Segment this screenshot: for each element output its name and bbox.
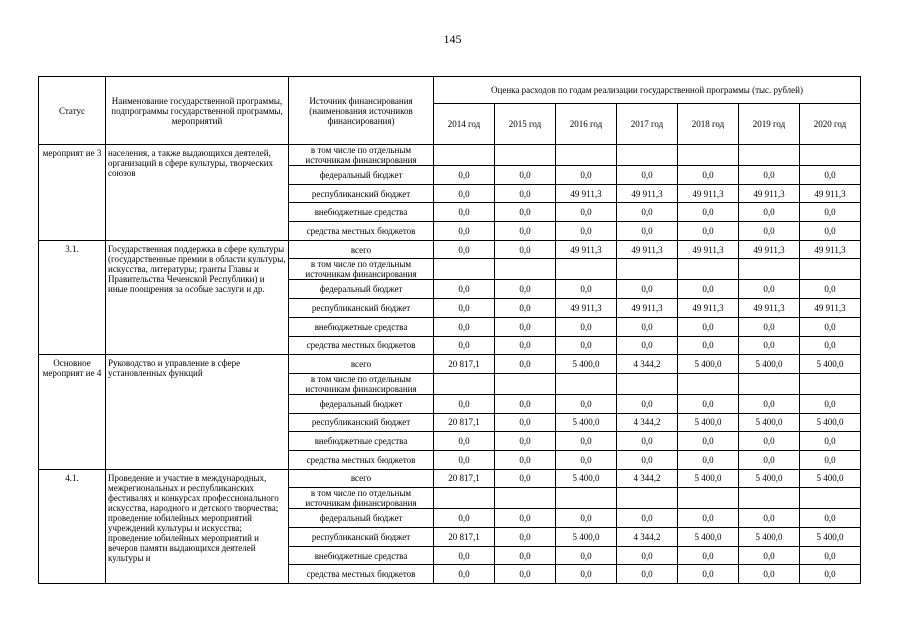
amount-cell: 5 400,0 <box>800 355 861 374</box>
amount-cell: 0,0 <box>739 166 800 185</box>
amount-cell: 0,0 <box>800 280 861 299</box>
amount-cell: 0,0 <box>434 450 495 469</box>
amount-cell: 5 400,0 <box>800 469 861 488</box>
amount-cell: 0,0 <box>739 222 800 241</box>
amount-cell: 0,0 <box>495 299 556 318</box>
amount-cell: 0,0 <box>495 413 556 432</box>
amount-cell: 0,0 <box>495 336 556 355</box>
amount-cell: 0,0 <box>739 394 800 413</box>
amount-cell <box>739 373 800 394</box>
funding-source: в том числе по отдельным источникам финансирования <box>289 145 434 166</box>
page-number: 145 <box>443 32 462 46</box>
amount-cell: 0,0 <box>800 317 861 336</box>
amount-cell <box>800 373 861 394</box>
amount-cell: 0,0 <box>556 222 617 241</box>
funding-source: республиканский бюджет <box>289 299 434 318</box>
amount-cell: 0,0 <box>495 184 556 203</box>
amount-cell: 49 911,3 <box>739 299 800 318</box>
funding-source: республиканский бюджет <box>289 413 434 432</box>
amount-cell: 0,0 <box>434 394 495 413</box>
amount-cell: 20 817,1 <box>434 413 495 432</box>
amount-cell: 0,0 <box>495 469 556 488</box>
amount-cell: 49 911,3 <box>678 299 739 318</box>
amount-cell: 0,0 <box>800 565 861 584</box>
amount-cell: 0,0 <box>739 280 800 299</box>
amount-cell: 0,0 <box>800 166 861 185</box>
funding-source: всего <box>289 469 434 488</box>
budget-table <box>38 76 861 584</box>
amount-cell <box>556 373 617 394</box>
funding-source: внебюджетные средства <box>289 546 434 565</box>
amount-cell: 0,0 <box>678 166 739 185</box>
amount-cell: 5 400,0 <box>556 469 617 488</box>
amount-cell: 0,0 <box>556 317 617 336</box>
amount-cell: 0,0 <box>434 280 495 299</box>
amount-cell: 5 400,0 <box>678 469 739 488</box>
amount-cell: 0,0 <box>678 222 739 241</box>
amount-cell: 0,0 <box>495 394 556 413</box>
amount-cell <box>495 259 556 280</box>
amount-cell: 0,0 <box>434 509 495 528</box>
amount-cell: 4 344,2 <box>617 413 678 432</box>
amount-cell: 49 911,3 <box>556 184 617 203</box>
amount-cell: 0,0 <box>495 565 556 584</box>
amount-cell: 0,0 <box>495 528 556 547</box>
header-status: Статус <box>39 77 106 145</box>
amount-cell <box>434 488 495 509</box>
amount-cell: 0,0 <box>678 394 739 413</box>
amount-cell <box>678 145 739 166</box>
amount-cell: 5 400,0 <box>739 469 800 488</box>
row-name: населения, а также выдающихся деятелей, организаций в сфере культуры, творческих союзов <box>106 145 289 241</box>
amount-cell: 5 400,0 <box>739 528 800 547</box>
amount-cell: 0,0 <box>739 546 800 565</box>
amount-cell: 0,0 <box>495 546 556 565</box>
amount-cell: 0,0 <box>556 546 617 565</box>
funding-source: в том числе по отдельным источникам финансирования <box>289 259 434 280</box>
amount-cell <box>800 488 861 509</box>
header-year: 2016 год <box>556 104 617 145</box>
amount-cell <box>556 145 617 166</box>
row-status: Основное мероприят ие 4 <box>39 355 106 469</box>
amount-cell: 0,0 <box>739 336 800 355</box>
amount-cell: 0,0 <box>617 203 678 222</box>
amount-cell: 0,0 <box>556 203 617 222</box>
header-year: 2018 год <box>678 104 739 145</box>
amount-cell <box>434 373 495 394</box>
amount-cell <box>434 259 495 280</box>
amount-cell: 0,0 <box>434 203 495 222</box>
amount-cell: 0,0 <box>434 184 495 203</box>
amount-cell: 0,0 <box>617 394 678 413</box>
amount-cell: 0,0 <box>800 432 861 451</box>
funding-source: федеральный бюджет <box>289 394 434 413</box>
table-body <box>39 145 861 584</box>
header-estimate: Оценка расходов по годам реализации государственной программы (тыс. рублей) <box>434 77 861 104</box>
amount-cell: 0,0 <box>678 450 739 469</box>
amount-cell: 0,0 <box>495 317 556 336</box>
row-name: Проведение и участие в международных, межрегиональных и республиканских фестивалях и конкурсах профессионального искусства, народного и детского творчества; проведение юбилейных мероприятий учреждений культуры и искусства; проведение юбилейных мероприятий и вечеров памяти выдающихся деятелей культуры и <box>106 469 289 583</box>
amount-cell: 0,0 <box>495 203 556 222</box>
table-row <box>39 469 861 488</box>
amount-cell: 49 911,3 <box>617 240 678 259</box>
amount-cell: 0,0 <box>739 450 800 469</box>
amount-cell <box>617 373 678 394</box>
amount-cell: 0,0 <box>556 166 617 185</box>
funding-source: в том числе по отдельным источникам финансирования <box>289 488 434 509</box>
row-name: Государственная поддержка в сфере культуры (государственные премии в области культуры, искусства, литературы; гранты Главы и Правительства Чеченской Республики) и иные поощрения за особые заслуги и др. <box>106 240 289 354</box>
amount-cell <box>495 373 556 394</box>
amount-cell: 0,0 <box>617 317 678 336</box>
amount-cell: 49 911,3 <box>678 240 739 259</box>
amount-cell: 49 911,3 <box>739 240 800 259</box>
amount-cell: 0,0 <box>617 546 678 565</box>
amount-cell <box>617 488 678 509</box>
amount-cell <box>617 259 678 280</box>
amount-cell: 0,0 <box>739 565 800 584</box>
header-year: 2017 год <box>617 104 678 145</box>
amount-cell: 49 911,3 <box>739 184 800 203</box>
amount-cell: 4 344,2 <box>617 528 678 547</box>
amount-cell: 0,0 <box>617 509 678 528</box>
amount-cell: 0,0 <box>739 432 800 451</box>
amount-cell: 5 400,0 <box>678 528 739 547</box>
amount-cell: 0,0 <box>678 280 739 299</box>
amount-cell: 0,0 <box>800 509 861 528</box>
amount-cell: 0,0 <box>434 565 495 584</box>
funding-source: всего <box>289 355 434 374</box>
amount-cell: 0,0 <box>434 166 495 185</box>
amount-cell: 0,0 <box>495 450 556 469</box>
amount-cell: 49 911,3 <box>800 184 861 203</box>
funding-source: всего <box>289 240 434 259</box>
amount-cell: 0,0 <box>556 336 617 355</box>
amount-cell: 0,0 <box>739 317 800 336</box>
amount-cell: 5 400,0 <box>678 413 739 432</box>
amount-cell: 0,0 <box>617 166 678 185</box>
amount-cell: 0,0 <box>617 222 678 241</box>
funding-source: в том числе по отдельным источникам финансирования <box>289 373 434 394</box>
amount-cell: 0,0 <box>556 280 617 299</box>
amount-cell: 49 911,3 <box>617 184 678 203</box>
amount-cell: 0,0 <box>434 546 495 565</box>
amount-cell <box>434 145 495 166</box>
amount-cell: 49 911,3 <box>800 240 861 259</box>
funding-source: средства местных бюджетов <box>289 450 434 469</box>
row-status: мероприят ие 3 <box>39 145 106 241</box>
amount-cell: 5 400,0 <box>678 355 739 374</box>
amount-cell: 4 344,2 <box>617 355 678 374</box>
amount-cell: 0,0 <box>495 509 556 528</box>
amount-cell: 20 817,1 <box>434 469 495 488</box>
header-year: 2015 год <box>495 104 556 145</box>
amount-cell: 20 817,1 <box>434 528 495 547</box>
amount-cell: 0,0 <box>617 336 678 355</box>
amount-cell <box>556 259 617 280</box>
funding-source: внебюджетные средства <box>289 203 434 222</box>
amount-cell <box>678 259 739 280</box>
funding-source: внебюджетные средства <box>289 432 434 451</box>
amount-cell: 5 400,0 <box>800 528 861 547</box>
amount-cell <box>800 145 861 166</box>
amount-cell: 0,0 <box>495 355 556 374</box>
amount-cell: 0,0 <box>739 509 800 528</box>
amount-cell: 0,0 <box>434 336 495 355</box>
funding-source: республиканский бюджет <box>289 528 434 547</box>
funding-source: республиканский бюджет <box>289 184 434 203</box>
amount-cell: 0,0 <box>617 280 678 299</box>
funding-source: средства местных бюджетов <box>289 222 434 241</box>
amount-cell <box>678 373 739 394</box>
amount-cell: 0,0 <box>495 432 556 451</box>
amount-cell: 5 400,0 <box>739 355 800 374</box>
amount-cell: 0,0 <box>800 203 861 222</box>
amount-cell <box>739 259 800 280</box>
amount-cell <box>495 145 556 166</box>
amount-cell: 5 400,0 <box>739 413 800 432</box>
header-year: 2019 год <box>739 104 800 145</box>
amount-cell: 4 344,2 <box>617 469 678 488</box>
amount-cell: 49 911,3 <box>678 184 739 203</box>
funding-source: средства местных бюджетов <box>289 336 434 355</box>
header-year: 2020 год <box>800 104 861 145</box>
funding-source: федеральный бюджет <box>289 509 434 528</box>
amount-cell <box>800 259 861 280</box>
amount-cell: 5 400,0 <box>800 413 861 432</box>
amount-cell: 0,0 <box>800 450 861 469</box>
table-row <box>39 355 861 374</box>
amount-cell: 20 817,1 <box>434 355 495 374</box>
amount-cell: 0,0 <box>434 222 495 241</box>
row-name: Руководство и управление в сфере установленных функций <box>106 355 289 469</box>
amount-cell <box>495 488 556 509</box>
amount-cell: 0,0 <box>617 432 678 451</box>
amount-cell: 0,0 <box>556 432 617 451</box>
row-status: 4.1. <box>39 469 106 583</box>
amount-cell: 49 911,3 <box>556 299 617 318</box>
amount-cell: 0,0 <box>678 432 739 451</box>
funding-source: внебюджетные средства <box>289 317 434 336</box>
amount-cell: 0,0 <box>434 299 495 318</box>
amount-cell: 0,0 <box>495 280 556 299</box>
amount-cell: 0,0 <box>434 317 495 336</box>
amount-cell: 0,0 <box>556 394 617 413</box>
amount-cell <box>617 145 678 166</box>
amount-cell: 5 400,0 <box>556 413 617 432</box>
table-row <box>39 240 861 259</box>
amount-cell: 5 400,0 <box>556 528 617 547</box>
amount-cell <box>739 488 800 509</box>
amount-cell: 0,0 <box>678 546 739 565</box>
amount-cell <box>556 488 617 509</box>
amount-cell: 0,0 <box>678 565 739 584</box>
table-header <box>39 77 861 145</box>
amount-cell: 49 911,3 <box>617 299 678 318</box>
amount-cell: 49 911,3 <box>556 240 617 259</box>
table-row <box>39 145 861 166</box>
amount-cell: 0,0 <box>678 203 739 222</box>
amount-cell: 5 400,0 <box>556 355 617 374</box>
header-year: 2014 год <box>434 104 495 145</box>
amount-cell: 0,0 <box>678 317 739 336</box>
amount-cell: 0,0 <box>434 432 495 451</box>
amount-cell: 0,0 <box>495 222 556 241</box>
header-source: Источник финансирования (наименования источников финансирования) <box>289 77 434 145</box>
funding-source: средства местных бюджетов <box>289 565 434 584</box>
amount-cell: 0,0 <box>434 240 495 259</box>
amount-cell: 0,0 <box>739 203 800 222</box>
amount-cell: 0,0 <box>617 565 678 584</box>
amount-cell: 0,0 <box>800 336 861 355</box>
amount-cell: 0,0 <box>800 394 861 413</box>
amount-cell: 0,0 <box>556 565 617 584</box>
amount-cell: 0,0 <box>617 450 678 469</box>
row-status: 3.1. <box>39 240 106 354</box>
amount-cell: 0,0 <box>495 240 556 259</box>
amount-cell: 49 911,3 <box>800 299 861 318</box>
amount-cell: 0,0 <box>678 336 739 355</box>
amount-cell: 0,0 <box>556 450 617 469</box>
amount-cell: 0,0 <box>495 166 556 185</box>
header-name: Наименование государственной программы, подпрограммы государственной программы, мероприятий <box>106 77 289 145</box>
amount-cell: 0,0 <box>800 222 861 241</box>
amount-cell: 0,0 <box>556 509 617 528</box>
funding-source: федеральный бюджет <box>289 166 434 185</box>
funding-source: федеральный бюджет <box>289 280 434 299</box>
amount-cell: 0,0 <box>678 509 739 528</box>
amount-cell <box>678 488 739 509</box>
amount-cell <box>739 145 800 166</box>
amount-cell: 0,0 <box>800 546 861 565</box>
